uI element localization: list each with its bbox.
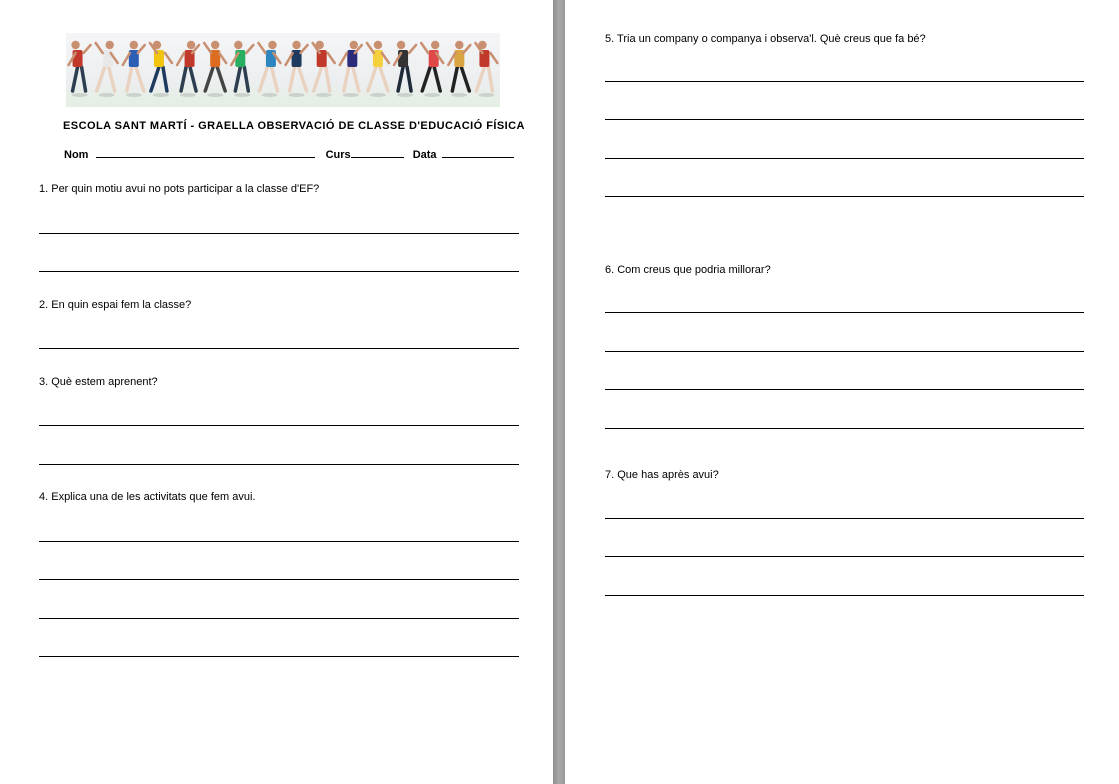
athlete-figure (204, 41, 226, 97)
athlete-figure (150, 41, 172, 97)
athlete-figure (421, 41, 443, 97)
answer-line[interactable] (39, 656, 519, 657)
answer-line[interactable] (39, 425, 519, 426)
answer-line[interactable] (39, 348, 519, 349)
answer-line[interactable] (39, 579, 519, 580)
sports-banner-image (66, 33, 500, 107)
document-title: ESCOLA SANT MARTÍ - GRAELLA OBSERVACIÓ DE CLASSE D'EDUCACIÓ FÍSICA (63, 120, 525, 132)
answer-line[interactable] (605, 81, 1084, 82)
sports-figures-illustration (66, 33, 500, 107)
answer-line[interactable] (39, 271, 519, 272)
answer-line[interactable] (39, 233, 519, 234)
athlete-figure (177, 41, 199, 97)
athlete-figure (394, 41, 416, 97)
name-field[interactable] (96, 146, 315, 158)
answer-line[interactable] (605, 428, 1084, 429)
athlete-figure (367, 41, 389, 97)
athlete-figure (475, 41, 497, 97)
question-1: 1. Per quin motiu avui no pots participar a la classe d'EF? (39, 183, 320, 195)
question-3: 3. Què estem aprenent? (39, 376, 158, 388)
athlete-figure (313, 41, 335, 97)
question-2: 2. En quin espai fem la classe? (39, 299, 192, 311)
answer-line[interactable] (605, 389, 1084, 390)
answer-line[interactable] (605, 556, 1084, 557)
athlete-figure (340, 41, 362, 97)
answer-line[interactable] (605, 158, 1084, 159)
answer-line[interactable] (605, 518, 1084, 519)
athlete-figure (231, 41, 253, 97)
athlete-figure (69, 41, 91, 97)
question-5: 5. Tria un company o companya i observa'l. Què creus que fa bé? (605, 33, 926, 45)
student-info-row (64, 146, 514, 161)
answer-line[interactable] (605, 351, 1084, 352)
answer-line[interactable] (39, 541, 519, 542)
page-gutter (553, 0, 565, 784)
document-page-left (0, 0, 553, 784)
athlete-figure (258, 41, 280, 97)
athlete-figure (286, 41, 308, 97)
question-7: 7. Que has après avui? (605, 469, 719, 481)
course-field[interactable] (351, 146, 404, 158)
date-label: Data (412, 149, 437, 161)
date-field[interactable] (442, 146, 514, 158)
question-4: 4. Explica una de les activitats que fem avui. (39, 491, 256, 503)
document-page-right (565, 0, 1119, 784)
answer-line[interactable] (39, 464, 519, 465)
answer-line[interactable] (605, 595, 1084, 596)
answer-line[interactable] (605, 312, 1084, 313)
answer-line[interactable] (605, 119, 1084, 120)
question-6: 6. Com creus que podria millorar? (605, 264, 771, 276)
course-label: Curs (325, 149, 351, 161)
name-label: Nom (64, 149, 89, 161)
athlete-figure (123, 41, 145, 97)
athlete-figure (448, 41, 470, 97)
answer-line[interactable] (605, 196, 1084, 197)
answer-line[interactable] (39, 618, 519, 619)
athlete-figure (96, 41, 118, 97)
